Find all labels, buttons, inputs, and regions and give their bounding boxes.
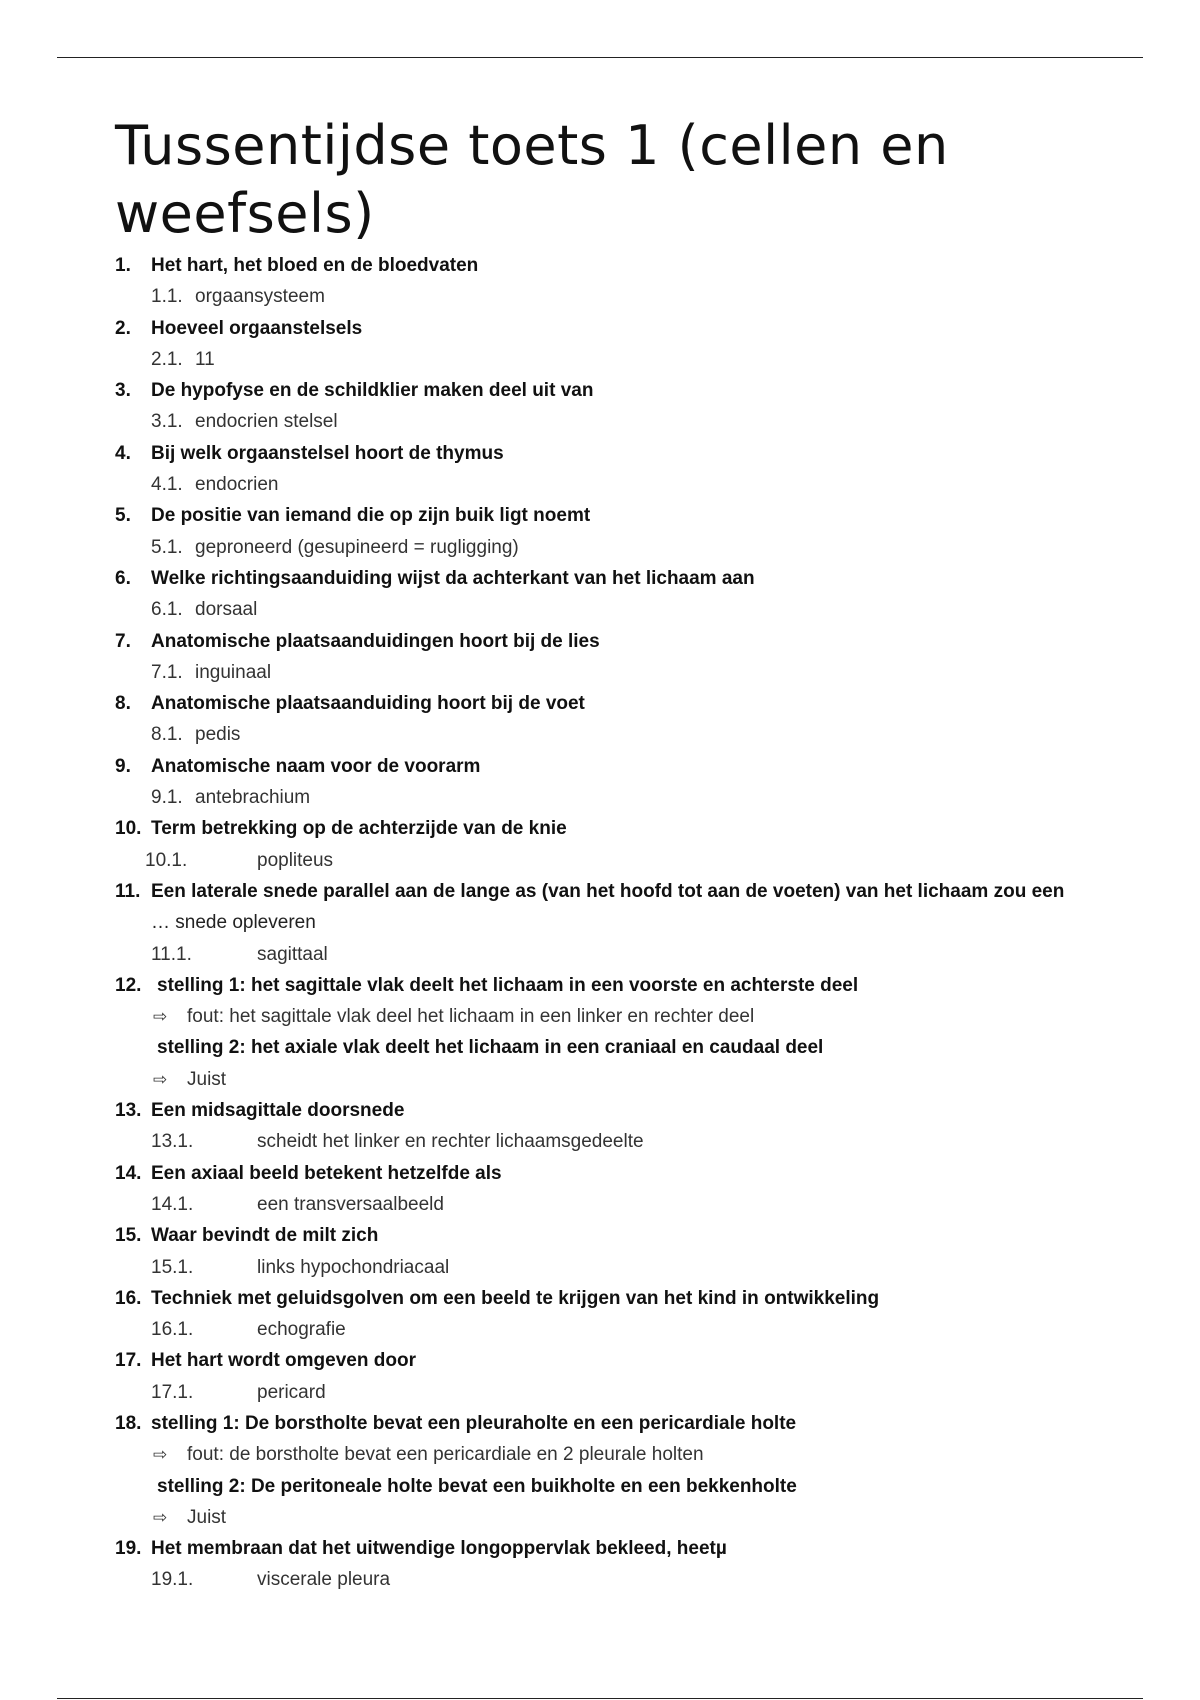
answer-number: 19.1. xyxy=(151,1569,194,1591)
answer-text: echografie xyxy=(257,1319,346,1341)
question-number: 2. xyxy=(115,317,131,339)
question-text: Anatomische plaatsaanduiding hoort bij de voet xyxy=(151,693,585,715)
answer-text: 11 xyxy=(195,348,215,370)
answer-item xyxy=(115,657,1115,688)
statement-text: stelling 2: De peritoneale holte bevat een buikholte en een bekkenholte xyxy=(157,1475,797,1497)
question-number: 12. xyxy=(115,974,142,996)
question-number: 7. xyxy=(115,630,131,652)
question-number: 6. xyxy=(115,567,131,589)
answer-number: 9.1. xyxy=(151,787,183,809)
question-number: 3. xyxy=(115,380,131,402)
question-item xyxy=(115,563,1115,594)
answer-number: 13.1. xyxy=(151,1131,194,1153)
question-item xyxy=(115,876,1115,907)
question-number: 8. xyxy=(115,693,131,715)
statement-text: stelling 2: het axiale vlak deelt het lichaam in een craniaal en caudaal deel xyxy=(157,1037,824,1059)
answer-item xyxy=(115,469,1115,500)
answer-item xyxy=(115,1314,1115,1345)
answer-number: 11.1. xyxy=(151,943,192,965)
question-number: 15. xyxy=(115,1225,142,1247)
question-text: Het membraan dat het uitwendige longoppervlak bekleed, heetµ xyxy=(151,1538,727,1560)
question-text: Anatomische naam voor de voorarm xyxy=(151,755,481,777)
answer-item xyxy=(115,719,1115,750)
answer-text: pedis xyxy=(195,724,241,746)
question-item xyxy=(115,626,1115,657)
answer-text: endocrien xyxy=(195,474,279,496)
question-item xyxy=(115,1158,1115,1189)
bottom-rule xyxy=(57,1698,1143,1699)
question-item xyxy=(115,751,1115,782)
question-text: Anatomische plaatsaanduidingen hoort bij de lies xyxy=(151,630,600,652)
question-number: 1. xyxy=(115,255,131,276)
answer-number: 7.1. xyxy=(151,661,183,683)
answer-number: 14.1. xyxy=(151,1193,194,1215)
question-text: Bij welk orgaanstelsel hoort de thymus xyxy=(151,442,504,464)
question-item xyxy=(115,1283,1115,1314)
response-text: Juist xyxy=(187,1068,227,1090)
question-text: Het hart, het bloed en de bloedvaten xyxy=(151,255,479,276)
answer-text: orgaansysteem xyxy=(195,286,325,308)
response-item xyxy=(115,1502,1115,1533)
question-text: Hoeveel orgaanstelsels xyxy=(151,317,363,339)
answer-item xyxy=(115,281,1115,312)
response-item xyxy=(115,1064,1115,1095)
question-text: Waar bevindt de milt zich xyxy=(151,1225,379,1247)
answer-text: dorsaal xyxy=(195,599,258,621)
answer-item xyxy=(115,406,1115,437)
response-text: fout: het sagittale vlak deel het lichaam in een linker en rechter deel xyxy=(187,1006,755,1028)
answer-number: 2.1. xyxy=(151,348,183,370)
arrow-right-icon: ⇨ xyxy=(153,1445,168,1465)
answer-item xyxy=(115,1126,1115,1157)
question-item xyxy=(115,1095,1115,1126)
question-text: Het hart wordt omgeven door xyxy=(151,1350,416,1372)
question-number: 13. xyxy=(115,1100,142,1122)
answer-item xyxy=(115,939,1115,970)
question-text-continued: … snede opleveren xyxy=(151,912,316,934)
answer-text: links hypochondriacaal xyxy=(257,1256,450,1278)
answer-text: scheidt het linker en rechter lichaamsgedeelte xyxy=(257,1131,644,1153)
answer-number: 1.1. xyxy=(151,286,183,308)
answer-number: 10.1. xyxy=(145,849,188,871)
answer-number: 8.1. xyxy=(151,724,183,746)
page-title: Tussentijdse toets 1 (cellen en weefsels) xyxy=(115,114,949,245)
answer-item xyxy=(115,1189,1115,1220)
answer-text: inguinaal xyxy=(195,661,272,683)
answer-text: antebrachium xyxy=(195,787,311,809)
question-item xyxy=(115,1220,1115,1251)
question-number: 9. xyxy=(115,755,131,777)
question-text: Welke richtingsaanduiding wijst da achterkant van het lichaam aan xyxy=(151,567,755,589)
question-item xyxy=(115,970,1115,1001)
question-number: 19. xyxy=(115,1538,142,1560)
answer-item xyxy=(115,594,1115,625)
answer-text: pericard xyxy=(257,1381,326,1403)
answer-text: sagittaal xyxy=(257,943,328,965)
response-item xyxy=(115,1001,1115,1032)
answer-number: 5.1. xyxy=(151,536,183,558)
answer-text: een transversaalbeeld xyxy=(257,1193,444,1215)
response-item xyxy=(115,1439,1115,1470)
answer-number: 3.1. xyxy=(151,411,183,433)
question-text: Een laterale snede parallel aan de lange as (van het hoofd tot aan de voeten) van het lichaam zou een xyxy=(151,880,1065,902)
answer-number: 15.1. xyxy=(151,1256,194,1278)
question-text: Een axiaal beeld betekent hetzelfde als xyxy=(151,1162,502,1184)
answer-item xyxy=(115,1564,1115,1595)
question-number: 14. xyxy=(115,1162,142,1184)
answer-text: popliteus xyxy=(257,849,334,871)
document-body xyxy=(115,112,1115,1596)
answer-text: viscerale pleura xyxy=(257,1569,391,1591)
question-number: 4. xyxy=(115,442,131,464)
question-item xyxy=(115,250,1115,281)
answer-item xyxy=(115,1252,1115,1283)
question-text: De hypofyse en de schildklier maken deel uit van xyxy=(151,380,594,402)
question-continuation xyxy=(115,907,1115,938)
question-text: Term betrekking op de achterzijde van de knie xyxy=(151,818,567,840)
answer-number: 17.1. xyxy=(151,1381,194,1403)
question-number: 11. xyxy=(115,880,141,902)
question-number: 17. xyxy=(115,1350,142,1372)
answer-text: endocrien stelsel xyxy=(195,411,338,433)
question-item xyxy=(115,438,1115,469)
question-item xyxy=(115,688,1115,719)
statement-item xyxy=(115,1471,1115,1502)
question-item xyxy=(115,813,1115,844)
question-item xyxy=(115,375,1115,406)
answer-number: 16.1. xyxy=(151,1319,194,1341)
answer-number: 6.1. xyxy=(151,599,183,621)
question-item xyxy=(115,1345,1115,1376)
question-number: 10. xyxy=(115,818,142,840)
question-text: De positie van iemand die op zijn buik ligt noemt xyxy=(151,505,591,527)
question-item xyxy=(115,1408,1115,1439)
question-number: 5. xyxy=(115,505,131,527)
question-item xyxy=(115,313,1115,344)
response-text: Juist xyxy=(187,1506,227,1528)
question-item xyxy=(115,500,1115,531)
question-text: Een midsagittale doorsnede xyxy=(151,1100,405,1122)
question-number: 16. xyxy=(115,1287,142,1309)
response-text: fout: de borstholte bevat een pericardiale en 2 pleurale holten xyxy=(187,1444,704,1466)
question-text: Techniek met geluidsgolven om een beeld te krijgen van het kind in ontwikkeling xyxy=(151,1287,880,1309)
question-list xyxy=(115,250,1115,1596)
top-rule xyxy=(57,57,1143,58)
statement-item xyxy=(115,1032,1115,1063)
arrow-right-icon: ⇨ xyxy=(153,1007,168,1027)
answer-item xyxy=(115,532,1115,563)
answer-item xyxy=(115,1377,1115,1408)
answer-item xyxy=(115,845,1115,876)
question-item xyxy=(115,1533,1115,1564)
question-number: 18. xyxy=(115,1412,142,1434)
answer-text: geproneerd (gesupineerd = rugligging) xyxy=(195,536,519,558)
arrow-right-icon: ⇨ xyxy=(153,1507,168,1527)
answer-number: 4.1. xyxy=(151,474,183,496)
question-text: stelling 1: het sagittale vlak deelt het lichaam in een voorste en achterste deel xyxy=(157,974,859,996)
arrow-right-icon: ⇨ xyxy=(153,1069,168,1089)
answer-item xyxy=(115,782,1115,813)
question-text: stelling 1: De borstholte bevat een pleuraholte en een pericardiale holte xyxy=(151,1412,797,1434)
answer-item xyxy=(115,344,1115,375)
